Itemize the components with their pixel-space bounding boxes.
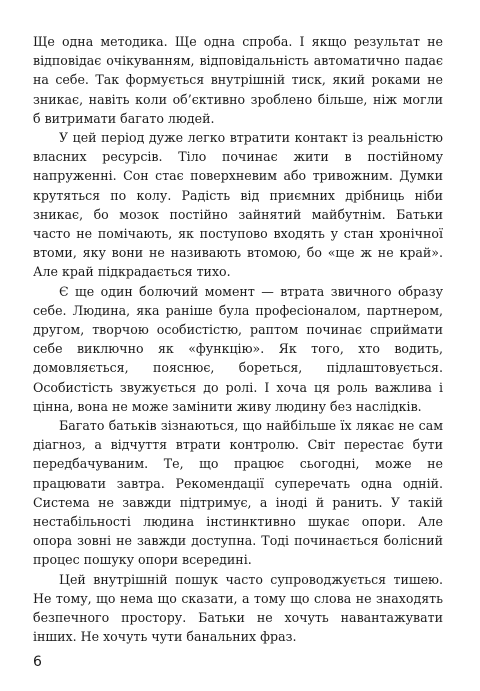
paragraph-2: У цей період дуже легко втратити контакт із реальністю власних ресурсів. Тіло починає жити в постійному напруженні. Сон стає поверхневим або тривожним. Думки крутяться по колу. Радість від приємних дрібниць ніби зникає, бо мозок постійно зайнятий майбутнім. Батьки часто не помічають, як поступово входять у стан хронічної втоми, яку вони не називають втомою, бо «ще ж не край». Але край підкрадається тихо.: [33, 130, 443, 280]
page-number: 6: [33, 654, 42, 670]
page-body: [33, 32, 443, 647]
paragraph-4: Багато батьків зізнаються, що найбільше їх лякає не сам діагноз, а відчуття втрати контролю. Світ перестає бути передбачуваним. Те, що працює сьогодні, може не працювати завтра. Рекомендації суперечать одна одній. Система не завжди підтримує, а іноді й ранить. У такій нестабільності людина інстинктивно шукає опори. Але опора зовні не завжди доступна. Тоді починається болісний процес пошуку опори всередині.: [33, 418, 443, 568]
paragraph-1: Ще одна методика. Ще одна спроба. І якщо результат не відповідає очікуванням, відповідальність автоматично падає на себе. Так формується внутрішній тиск, який роками не зникає, навіть коли об’єктивно зроблено більше, ніж могли б витримати багато людей.: [33, 34, 443, 126]
paragraph-3: Є ще один болючий момент — втрата звичного образу себе. Людина, яка раніше була професіоналом, партнером, другом, творчою особистістю, раптом починає сприймати себе виключно як «функцію». Як того, хто водить, домовляється, пояснює, бореться, підлаштовується. Особистість звужується до ролі. І хоча ця роль важлива і цінна, вона не може замінити живу людину без наслідків.: [33, 283, 443, 414]
paragraph-5: Цей внутрішній пошук часто супроводжується тишею. Не тому, що нема що сказати, а тому що слова не знаходять безпечного простору. Батьки не хочуть навантажувати інших. Не хочуть чути банальних фраз.: [33, 571, 443, 645]
